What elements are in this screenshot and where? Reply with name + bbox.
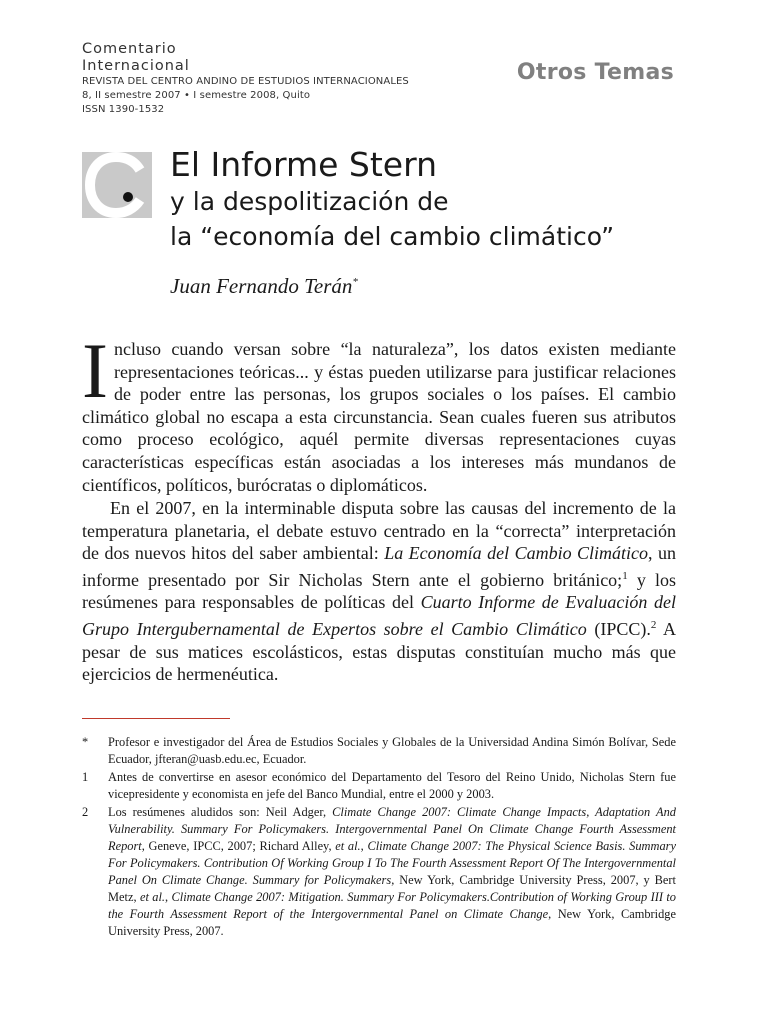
p2-italic-title-1: La Economía del Cambio Climático xyxy=(384,543,649,564)
footnote-text: Antes de convertirse en asesor económico del Departamento del Tesoro del Reino Unido, Nicholas Stern fue vicepresidente y economista en jefe del Banco Mundial, entre el 2000 y 2003. xyxy=(108,770,676,801)
author-footnote-mark: * xyxy=(352,276,358,288)
footnote-text: Profesor e investigador del Área de Estudios Sociales y Globales de la Universidad Andina Simón Bolívar, Sede Ecuador, jfteran@uasb.edu.ec, Ecuador. xyxy=(108,735,676,766)
footnote-2 xyxy=(82,804,676,940)
paragraph-2 xyxy=(82,497,676,686)
author-text: Juan Fernando Terán xyxy=(170,274,353,298)
p2-text-e: A pesar de sus matices escolásticos, estas disputas constituían mucho más que ejercicios de hermenéutica. xyxy=(82,618,676,685)
p2-italic-title-2: Cuarto Informe de Evaluación del Grupo Intergubernamental de Expertos sobre el Cambio Climático xyxy=(82,592,676,639)
fn2-text-a: Los resúmenes aludidos son: Neil Adger, xyxy=(108,805,333,819)
footnote-mark: 2 xyxy=(82,805,89,819)
fn2-text-d: , New York, Cambridge University Press, 2007, y Bert Metz, xyxy=(108,873,676,904)
footnotes xyxy=(82,734,676,941)
p2-text-c: y los resúmenes para responsables de políticas del xyxy=(82,569,676,613)
fn2-italic-2: et al. xyxy=(335,839,361,853)
issn-line: ISSN 1390-1532 xyxy=(82,104,165,115)
logo-dot xyxy=(123,192,133,202)
fn2-italic-3: Climate Change 2007: The Physical Science Basis. Summary For Policymakers. Contribution Of Working Group I To The Fourth Assessment Report Of The Intergovernmental Panel On Climate Change. Summary for Policymakers xyxy=(108,839,676,887)
footnote-text xyxy=(108,804,676,940)
footnote-separator xyxy=(82,718,230,719)
section-c-logo xyxy=(82,152,152,218)
article-title xyxy=(170,146,614,254)
title-line-1: El Informe Stern xyxy=(170,145,437,184)
footnote-author xyxy=(82,734,676,768)
drop-cap: I xyxy=(82,327,108,414)
fn2-text-c: , xyxy=(360,839,368,853)
paragraph-1-text: ncluso cuando versan sobre “la naturaleza”, los datos existen mediante representaciones teóricas... y éstas pueden utilizarse para justificar relaciones de poder entre las personas, los grupos sociales o los países. El cambio climático global no escapa a esta circunstancia. Sean cuales fueren sus atributos como proceso ecológico, aquél permite diversas representaciones cuyas características específicas están asociadas a los intereses más mundanos de científicos, políticos, burócratas o diplomáticos. xyxy=(82,339,676,495)
c-letter-mark xyxy=(82,152,152,218)
publisher-line: REVISTA DEL CENTRO ANDINO DE ESTUDIOS INTERNACIONALES xyxy=(82,76,409,87)
fn2-italic-5: Climate Change 2007: Mitigation. Summary For Policymakers.Contribution of Working Group III to the Fourth Assessment Report of the Intergovernmental Panel on Climate Change xyxy=(108,890,676,921)
p2-text-d: (IPCC). xyxy=(586,618,651,639)
footnote-mark: 1 xyxy=(82,770,89,784)
footnote-1 xyxy=(82,769,676,803)
fn2-text-f: , New York, Cambridge University Press, 2007. xyxy=(108,907,676,938)
p2-text-b: , un informe presentado por Sir Nicholas Stern ante el gobierno británico; xyxy=(82,543,676,590)
footnote-mark: * xyxy=(82,735,89,749)
issue-line: 8, II semestre 2007 • I semestre 2008, Quito xyxy=(82,90,311,101)
footnote-ref-2: 2 xyxy=(650,618,657,631)
title-line-2: y la despolitización de xyxy=(170,187,449,216)
section-heading: Otros Temas xyxy=(516,60,674,85)
paragraph-1 xyxy=(82,327,676,496)
author-name xyxy=(170,274,358,299)
p2-text-a: En el 2007, en la interminable disputa sobre las causas del incremento de la temperatura planetaria, el debate estuvo centrado en la “correcta” interpretación de dos nuevos hitos del saber ambiental: xyxy=(82,498,676,564)
title-line-3: la “economía del cambio climático” xyxy=(170,222,615,251)
footnote-ref-1: 1 xyxy=(622,569,628,582)
fn2-italic-4: et al. xyxy=(139,890,166,904)
journal-header xyxy=(82,41,409,117)
fn2-italic-1: Climate Change 2007: Climate Change Impacts, Adaptation And Vulnerability. Summary For Policymakers. Intergovernmental Panel On Climate Change Fourth Assessment Report xyxy=(108,805,677,853)
fn2-text-e: , xyxy=(165,890,172,904)
journal-title-line-1: Comentario xyxy=(82,41,177,57)
journal-title-line-2: Internacional xyxy=(82,58,190,74)
fn2-text-b: , Geneve, IPCC, 2007; Richard Alley, xyxy=(141,839,336,853)
